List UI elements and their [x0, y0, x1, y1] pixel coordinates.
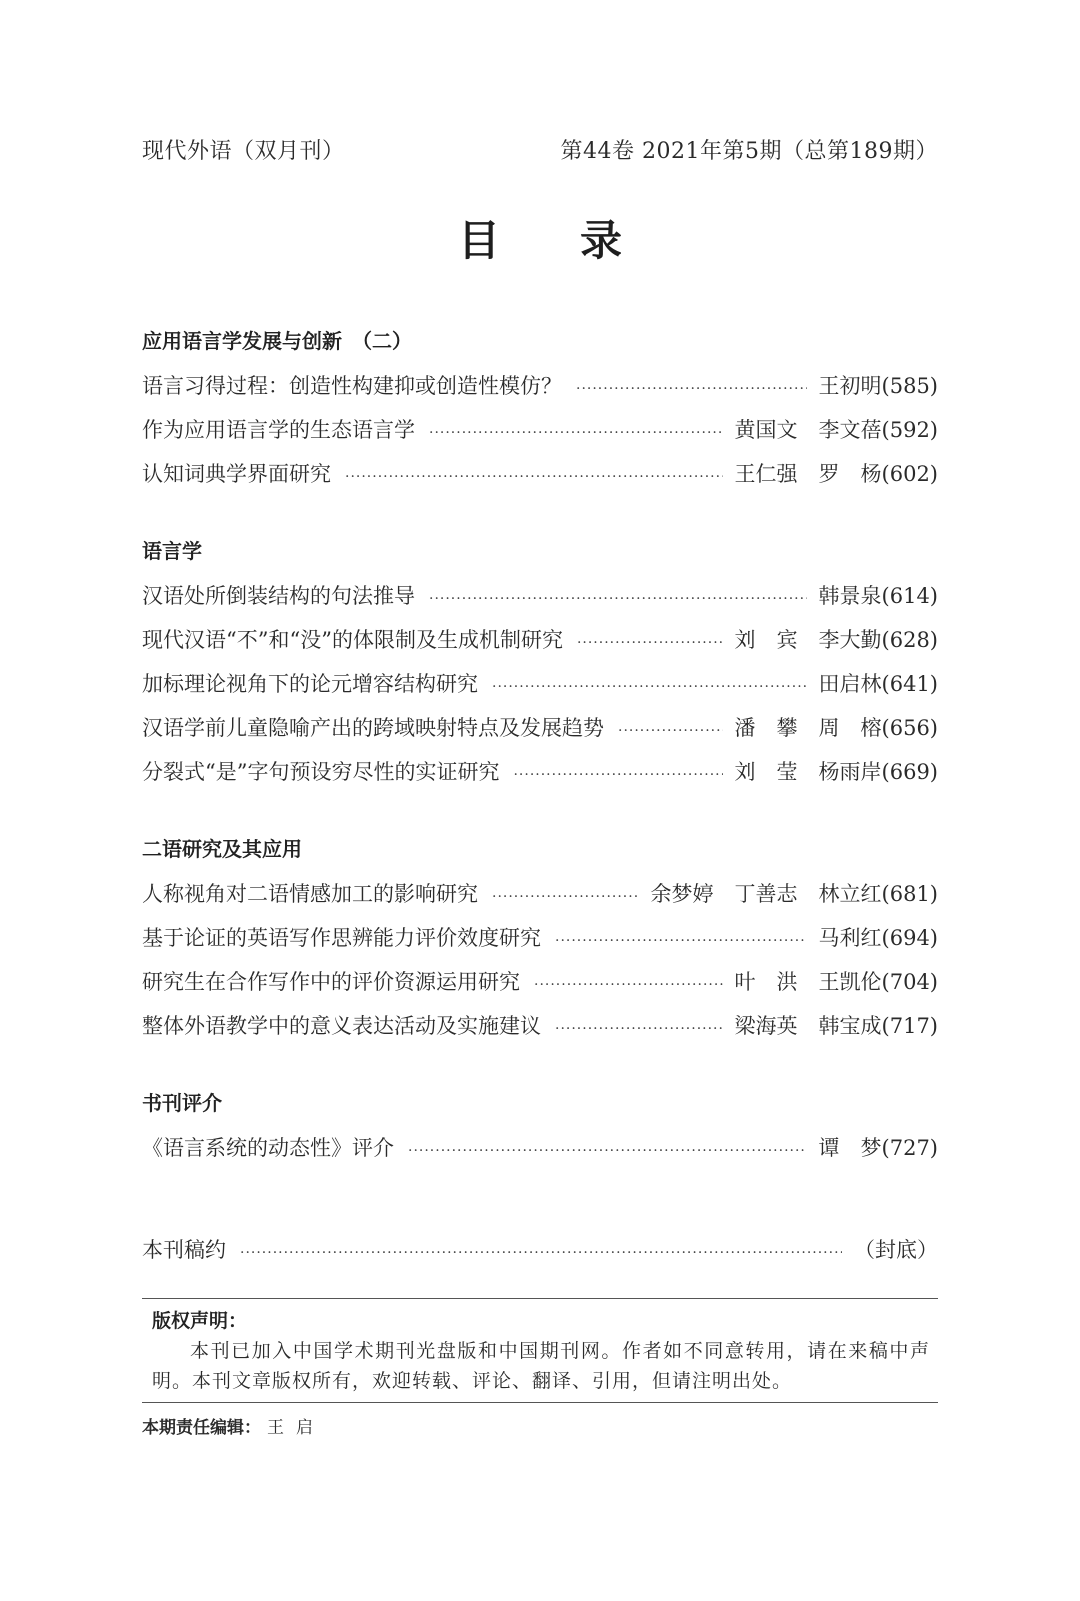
entry-page: (694) — [881, 926, 938, 950]
entry-title: 整体外语教学中的意义表达活动及实施建议 — [142, 1014, 541, 1038]
entry-page: (681) — [881, 882, 938, 906]
section-heading: 二语研究及其应用 — [142, 837, 302, 861]
dot-leader — [408, 1129, 807, 1173]
entry-title: 加标理论视角下的论元增容结构研究 — [142, 672, 478, 696]
dot-leader — [577, 621, 723, 665]
entry-authors: 叶 洪 王凯伦 — [734, 970, 882, 994]
dot-leader — [240, 1231, 842, 1275]
toc-entry[interactable] — [142, 706, 938, 750]
dot-leader — [492, 875, 639, 919]
dot-leader — [492, 665, 807, 709]
toc-section — [142, 536, 938, 794]
dot-leader — [576, 367, 807, 411]
dot-leader — [555, 919, 807, 963]
entry-title: 基于论证的英语写作思辨能力评价效度研究 — [142, 926, 541, 950]
entry-page: (656) — [881, 716, 938, 740]
entry-title: 作为应用语言学的生态语言学 — [142, 418, 415, 442]
entry-page: (669) — [881, 760, 938, 784]
journal-name: 现代外语（双月刊） — [142, 139, 345, 164]
editor-name: 王启 — [267, 1418, 325, 1438]
entry-authors: 黄国文 李文蓓 — [734, 418, 882, 442]
entry-page: (614) — [881, 584, 938, 608]
entry-authors: 王仁强 罗 杨 — [734, 462, 882, 486]
toc-entry[interactable] — [142, 618, 938, 662]
toc-entry[interactable] — [142, 916, 938, 960]
entry-authors: 潘 攀 周 榕 — [734, 716, 882, 740]
copyright-body: 本刊已加入中国学术期刊光盘版和中国期刊网。作者如不同意转用，请在来稿中声明。本刊文章版权所有，欢迎转载、评论、翻译、引用，但请注明出处。 — [152, 1340, 930, 1392]
entry-title: 语言习得过程：创造性构建抑或创造性模仿？ — [142, 374, 562, 398]
journal-header — [142, 134, 938, 165]
dot-leader — [429, 577, 807, 621]
entry-page: (727) — [881, 1136, 938, 1160]
entry-authors: 马利红 — [818, 926, 882, 950]
entry-title: 汉语学前儿童隐喻产出的跨域映射特点及发展趋势 — [142, 716, 604, 740]
toc-entry[interactable] — [142, 364, 938, 408]
entry-authors: 余梦婷 丁善志 林立红 — [650, 882, 882, 906]
toc-entry[interactable] — [142, 408, 938, 452]
notice-entry[interactable] — [142, 1228, 938, 1272]
dot-leader — [513, 753, 722, 797]
entry-title: 《语言系统的动态性》评介 — [142, 1136, 394, 1160]
entry-page: (717) — [881, 1014, 938, 1038]
entry-authors: 韩景泉 — [818, 584, 882, 608]
entry-page: (704) — [881, 970, 938, 994]
issue-info: 第44卷 2021年第5期（总第189期） — [560, 139, 938, 164]
entry-authors: 刘 莹 杨雨岸 — [734, 760, 882, 784]
section-heading: 应用语言学发展与创新 （二） — [142, 329, 412, 353]
notice-title: 本刊稿约 — [142, 1238, 226, 1262]
entry-page: (585) — [881, 374, 938, 398]
dot-leader — [534, 963, 723, 1007]
dot-leader — [555, 1007, 723, 1051]
section-heading: 书刊评介 — [142, 1091, 222, 1115]
entry-title: 现代汉语“不”和“没”的体限制及生成机制研究 — [142, 628, 563, 652]
section-heading: 语言学 — [142, 539, 202, 563]
page-title: 目录 — [457, 216, 702, 265]
entry-title: 汉语处所倒装结构的句法推导 — [142, 584, 415, 608]
entry-page: (628) — [881, 628, 938, 652]
entry-title: 研究生在合作写作中的评价资源运用研究 — [142, 970, 520, 994]
entry-authors: 王初明 — [818, 374, 882, 398]
toc-entry[interactable] — [142, 1004, 938, 1048]
toc-section — [142, 834, 938, 1048]
toc-entry[interactable] — [142, 574, 938, 618]
divider-bottom — [142, 1402, 938, 1403]
dot-leader — [618, 709, 723, 753]
toc-entry[interactable] — [142, 960, 938, 1004]
toc-entry[interactable] — [142, 1126, 938, 1170]
entry-title: 人称视角对二语情感加工的影响研究 — [142, 882, 478, 906]
copyright-heading: 版权声明： — [152, 1310, 248, 1332]
entry-page: (641) — [881, 672, 938, 696]
table-of-contents — [142, 326, 938, 1210]
toc-section — [142, 1088, 938, 1170]
entry-authors: 田启林 — [818, 672, 882, 696]
editor-label: 本期责任编辑： — [142, 1418, 261, 1438]
entry-page: (592) — [881, 418, 938, 442]
editor-credit — [142, 1413, 325, 1443]
divider-top — [142, 1298, 938, 1299]
entry-title: 分裂式“是”字句预设穷尽性的实证研究 — [142, 760, 500, 784]
entry-authors: 刘 宾 李大勤 — [734, 628, 882, 652]
toc-entry[interactable] — [142, 872, 938, 916]
dot-leader — [429, 411, 723, 455]
toc-section — [142, 326, 938, 496]
dot-leader — [345, 455, 723, 499]
entry-authors: 谭 梦 — [818, 1136, 882, 1160]
toc-entry[interactable] — [142, 452, 938, 496]
entry-authors: 梁海英 韩宝成 — [734, 1014, 882, 1038]
copyright-statement — [152, 1306, 930, 1396]
entry-page: (602) — [881, 462, 938, 486]
notice-page: （封底） — [854, 1238, 938, 1262]
entry-title: 认知词典学界面研究 — [142, 462, 331, 486]
toc-entry[interactable] — [142, 750, 938, 794]
toc-entry[interactable] — [142, 662, 938, 706]
